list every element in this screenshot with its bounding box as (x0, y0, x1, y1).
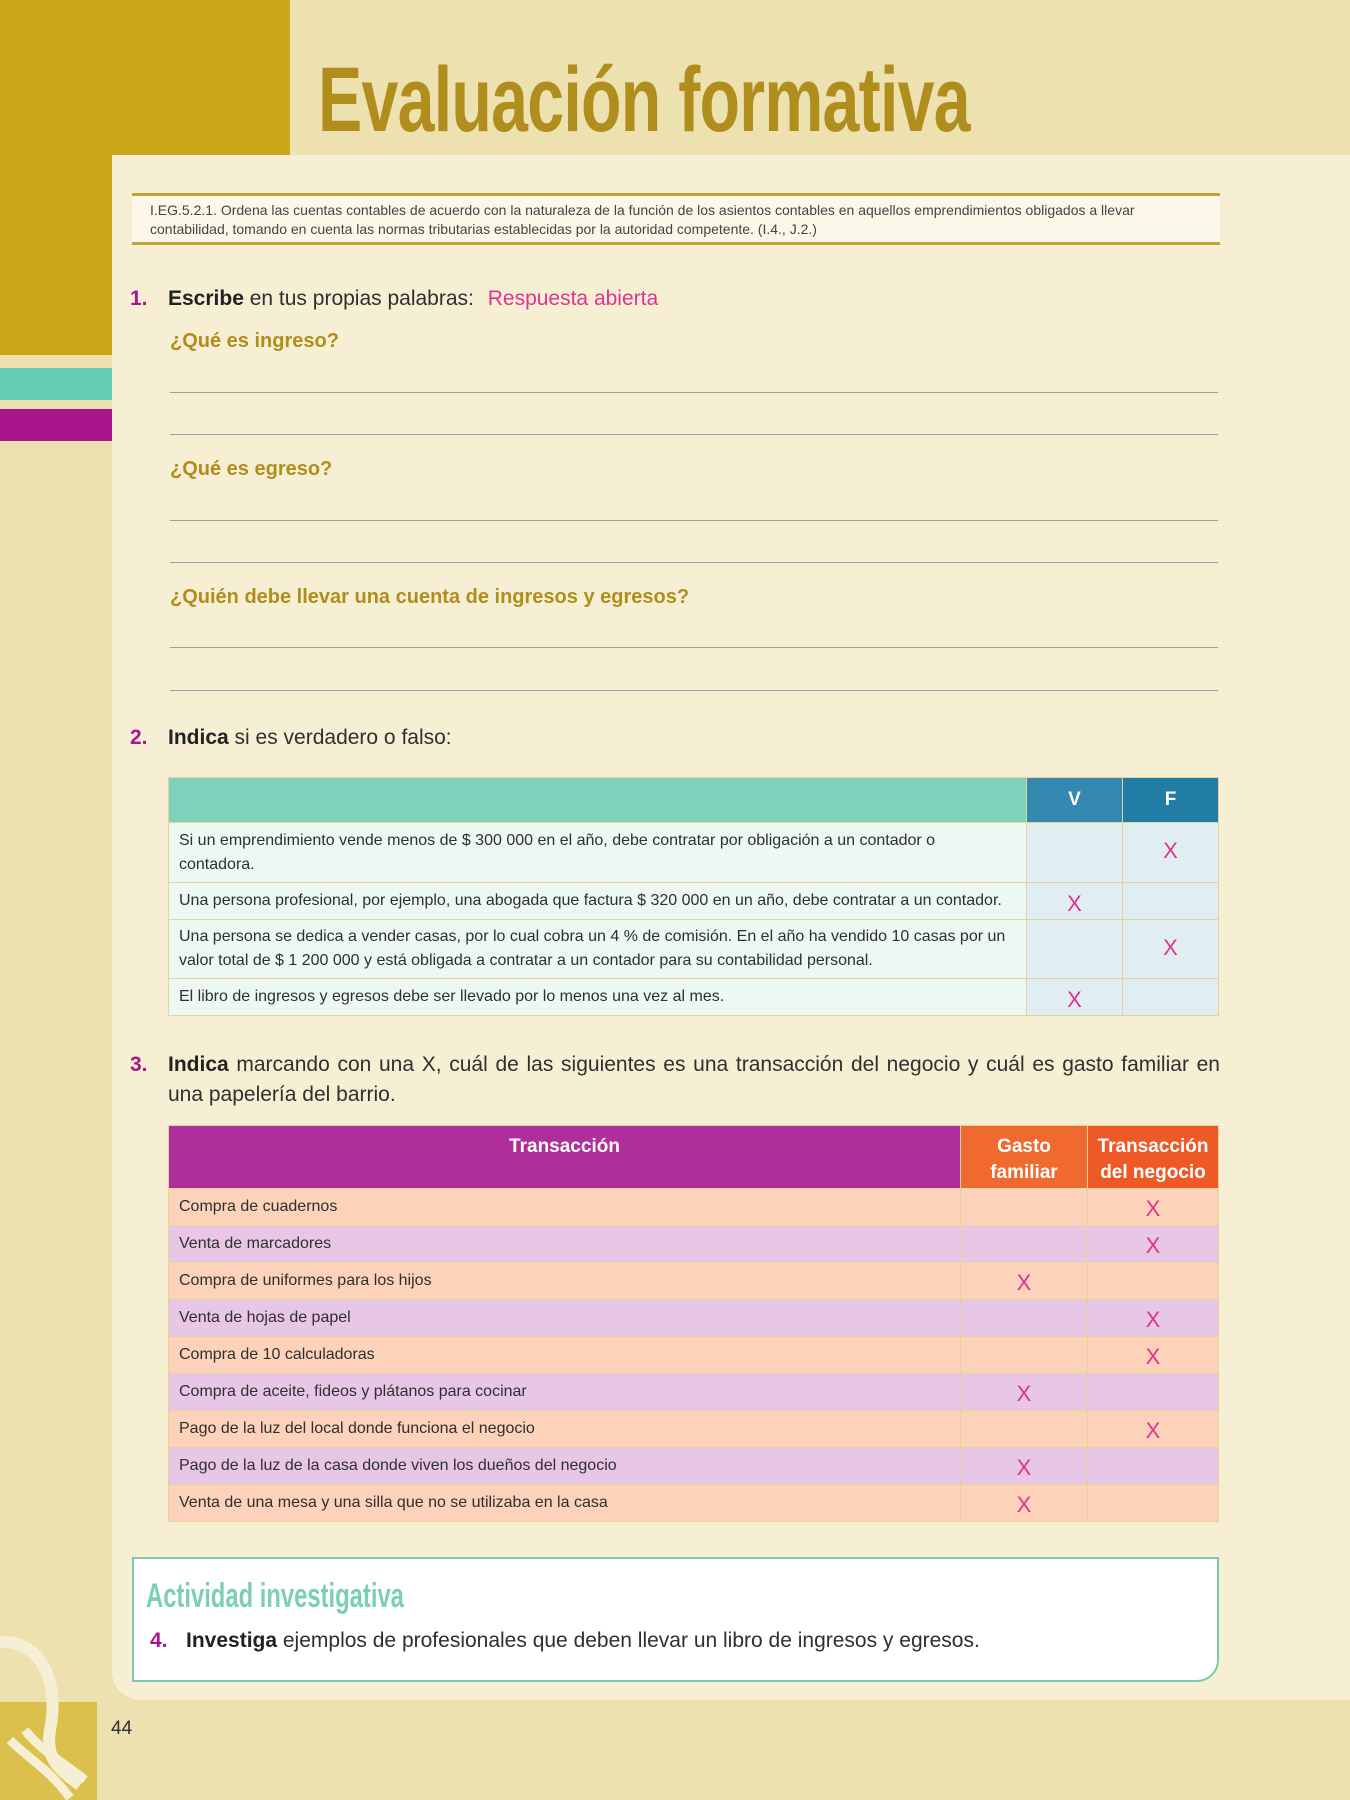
header-v: V (1027, 778, 1123, 823)
f-cell[interactable] (1123, 883, 1219, 920)
table-row (169, 1337, 1219, 1374)
f-cell[interactable] (1123, 979, 1219, 1016)
question-number: 1. (130, 287, 148, 310)
question-2 (130, 726, 452, 750)
v-cell[interactable]: X (1027, 979, 1123, 1016)
question-verb: Indica (168, 1053, 229, 1076)
header-transaction: Transacción (169, 1126, 961, 1189)
lightbulb-icon (0, 1620, 100, 1800)
indicator-box: I.EG.5.2.1. Ordena las cuentas contables de acuerdo con la naturaleza de la función de los asientos contables en aquellos emprendimientos obligados a llevar contabilidad, tomando en cuenta las normas tributarias establecidas por la autoridad competente. (I.4., J.2.) (132, 193, 1220, 245)
statement: Una persona se dedica a vender casas, por lo cual cobra un 4 % de comisión. En el año ha vendido 10 casas por un valor total de $ 1 200 000 y está obligada a contratar a un contador para su contabilidad personal. (169, 920, 1027, 979)
f-cell[interactable]: X (1123, 920, 1219, 979)
question-4 (150, 1629, 980, 1653)
header-transaccion-negocio: Transacción del negocio (1088, 1126, 1219, 1189)
v-cell[interactable]: X (1027, 883, 1123, 920)
transaction-label: Venta de marcadores (169, 1226, 961, 1263)
transaction-label: Compra de cuadernos (169, 1189, 961, 1226)
transaction-table (168, 1125, 1219, 1522)
question-number: 4. (150, 1629, 168, 1652)
transaction-label: Venta de hojas de papel (169, 1300, 961, 1337)
question-number: 3. (130, 1053, 148, 1076)
decor-teal-bar (0, 368, 112, 400)
table-row (169, 1263, 1219, 1300)
header-statement (169, 778, 1027, 823)
table-row (169, 920, 1219, 979)
page-number: 44 (111, 1718, 133, 1739)
table-row (169, 1374, 1219, 1411)
statement: Si un emprendimiento vende menos de $ 300 000 en el año, debe contratar por obligación a un contador o contadora. (169, 823, 1027, 883)
gasto-familiar-cell[interactable] (961, 1189, 1088, 1226)
question-1 (130, 287, 659, 311)
answer-text: Respuesta abierta (487, 287, 659, 310)
gasto-familiar-cell[interactable] (961, 1337, 1088, 1374)
table-row (169, 823, 1219, 883)
gasto-familiar-cell[interactable]: X (961, 1448, 1088, 1485)
header-gasto-familiar: Gasto familiar (961, 1126, 1088, 1189)
question-verb: Investiga (186, 1629, 278, 1652)
transaction-label: Pago de la luz de la casa donde viven los dueños del negocio (169, 1448, 961, 1485)
answer-line[interactable] (170, 520, 1218, 521)
transaccion-negocio-cell[interactable]: X (1088, 1411, 1219, 1448)
transaction-label: Compra de 10 calculadoras (169, 1337, 961, 1374)
transaction-label: Venta de una mesa y una silla que no se utilizaba en la casa (169, 1485, 961, 1522)
table-row (169, 1411, 1219, 1448)
subquestion: ¿Qué es egreso? (170, 458, 333, 480)
table-row (169, 1189, 1219, 1226)
f-cell[interactable]: X (1123, 823, 1219, 883)
v-cell[interactable] (1027, 920, 1123, 979)
answer-line[interactable] (170, 647, 1218, 648)
table-row (169, 1448, 1219, 1485)
header-f: F (1123, 778, 1219, 823)
gasto-familiar-cell[interactable]: X (961, 1263, 1088, 1300)
gasto-familiar-cell[interactable]: X (961, 1485, 1088, 1522)
transaction-label: Compra de aceite, fideos y plátanos para cocinar (169, 1374, 961, 1411)
statement: El libro de ingresos y egresos debe ser llevado por lo menos una vez al mes. (169, 979, 1027, 1016)
gasto-familiar-cell[interactable] (961, 1411, 1088, 1448)
answer-line[interactable] (170, 434, 1218, 435)
page-title: Evaluación formativa (318, 49, 970, 151)
question-number: 2. (130, 726, 148, 749)
transaccion-negocio-cell[interactable] (1088, 1485, 1219, 1522)
question-text: si es verdadero o falso: (228, 726, 452, 749)
decor-magenta-bar (0, 409, 112, 441)
transaction-label: Compra de uniformes para los hijos (169, 1263, 961, 1300)
answer-line[interactable] (170, 690, 1218, 691)
gasto-familiar-cell[interactable] (961, 1226, 1088, 1263)
question-text: marcando con una X, cuál de las siguientes es una transacción del negocio y cuál es gasto familiar en una papelería del barrio. (168, 1053, 1220, 1106)
subquestion: ¿Quién debe llevar una cuenta de ingresos y egresos? (170, 586, 690, 608)
table-row (169, 1300, 1219, 1337)
true-false-table (168, 777, 1219, 1016)
table-row (169, 979, 1219, 1016)
question-verb: Escribe (168, 287, 244, 310)
gasto-familiar-cell[interactable]: X (961, 1374, 1088, 1411)
v-cell[interactable] (1027, 823, 1123, 883)
gasto-familiar-cell[interactable] (961, 1300, 1088, 1337)
table-row (169, 1226, 1219, 1263)
answer-line[interactable] (170, 392, 1218, 393)
transaccion-negocio-cell[interactable]: X (1088, 1300, 1219, 1337)
transaccion-negocio-cell[interactable] (1088, 1263, 1219, 1300)
research-activity-box (132, 1557, 1219, 1682)
transaccion-negocio-cell[interactable]: X (1088, 1226, 1219, 1263)
transaccion-negocio-cell[interactable] (1088, 1448, 1219, 1485)
question-text: en tus propias palabras: (243, 287, 474, 310)
subquestion: ¿Qué es ingreso? (170, 330, 339, 352)
transaccion-negocio-cell[interactable]: X (1088, 1337, 1219, 1374)
table-row (169, 883, 1219, 920)
answer-line[interactable] (170, 562, 1218, 563)
question-verb: Indica (168, 726, 229, 749)
question-text: ejemplos de profesionales que deben llevar un libro de ingresos y egresos. (277, 1629, 980, 1652)
transaccion-negocio-cell[interactable] (1088, 1374, 1219, 1411)
transaccion-negocio-cell[interactable]: X (1088, 1189, 1219, 1226)
activity-title: Actividad investigativa (146, 1577, 404, 1615)
transaction-label: Pago de la luz del local donde funciona el negocio (169, 1411, 961, 1448)
statement: Una persona profesional, por ejemplo, una abogada que factura $ 320 000 en un año, debe contratar a un contador. (169, 883, 1027, 920)
question-3 (130, 1050, 1220, 1110)
table-row (169, 1485, 1219, 1522)
